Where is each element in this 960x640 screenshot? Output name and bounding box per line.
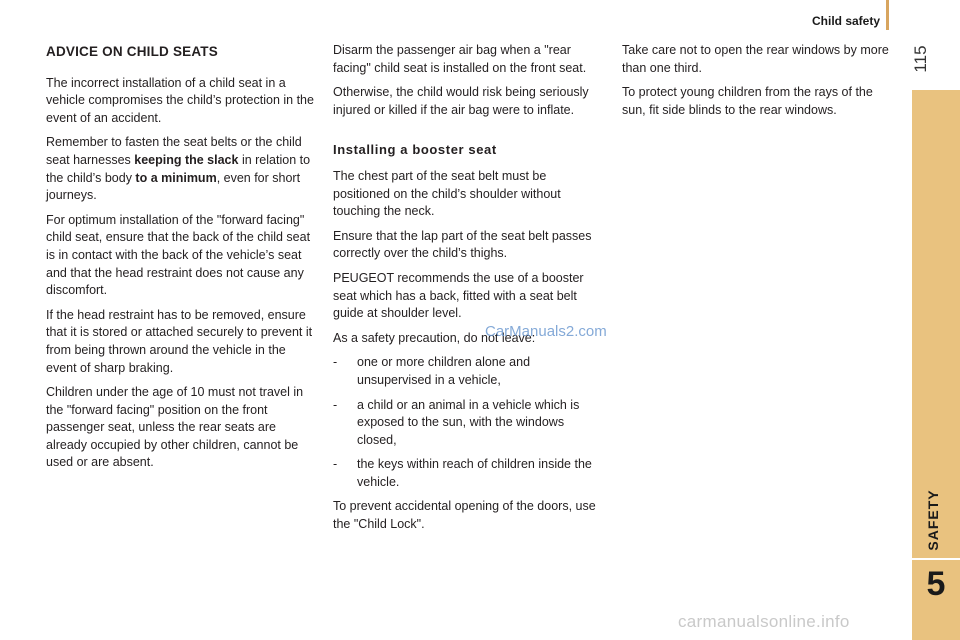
list-item [333, 354, 605, 389]
list-item-text: one or more children alone and unsupervised in a vehicle, [357, 355, 531, 387]
running-header-title: Child safety [811, 14, 880, 28]
list-dash: - [333, 397, 338, 412]
watermark-carmanualsonline: carmanualsonline.info [678, 612, 850, 631]
list-item [333, 456, 605, 491]
page-number: 115 [911, 45, 930, 73]
paragraph-forward-facing: For optimum installation of the "forward facing" child seat, ensure that the back of the child seat is in contact with the back of the vehicle’s seat and that the head restraint does not cause any discomfort. [46, 212, 311, 298]
paragraph-lap-belt: Ensure that the lap part of the seat belt passes correctly over the child’s thighs. [333, 228, 592, 261]
paragraph-children-under-10: Children under the age of 10 must not travel in the "forward facing" position on the front passenger seat, unless the rear seats are already occupied by other children, cannot be used or are absent. [46, 385, 304, 470]
chapter-tab-label: SAFETY [925, 489, 941, 551]
list-dash: - [333, 457, 338, 472]
list-dash: - [333, 355, 338, 370]
text-run: in relation to the child’s body [46, 152, 311, 185]
text-column-3 [622, 42, 892, 126]
paragraph-chest-belt: The chest part of the seat belt must be positioned on the child’s shoulder without touching the neck. [333, 168, 561, 219]
paragraph-rear-windows: Take care not to open the rear windows by more than one third. [622, 43, 889, 75]
paragraph-seat-belts [46, 134, 318, 204]
paragraph-side-blinds: To protect young children from the rays of the sun, fit side blinds to the rear windows. [622, 85, 873, 117]
text-column-1 [46, 42, 318, 479]
list-item-text: the keys within reach of children inside the vehicle. [357, 457, 592, 489]
text-column-2 [333, 42, 605, 541]
text-run: , even for short journeys. [46, 170, 301, 203]
emphasis-minimum: to a minimum [135, 170, 217, 185]
list-item [333, 397, 605, 450]
paragraph-incorrect-installation: The incorrect installation of a child seat in a vehicle compromises the child’s protection in the event of an accident. [46, 75, 314, 125]
paragraph-safety-precaution: As a safety precaution, do not leave: [333, 330, 536, 345]
emphasis-keeping-slack: keeping the slack [134, 152, 239, 167]
paragraph-airbag-risk: Otherwise, the child would risk being seriously injured or killed if the air bag were to inflate. [333, 85, 589, 117]
paragraph-child-lock: To prevent accidental opening of the doors, use the "Child Lock". [333, 499, 596, 532]
list-item-text: a child or an animal in a vehicle which is exposed to the sun, with the windows closed, [357, 397, 580, 447]
section-heading: ADVICE ON CHILD SEATS [46, 44, 218, 59]
text-run: Remember to fasten the seat belts or the child seat harnesses [46, 135, 302, 167]
chapter-tab-divider [912, 558, 960, 560]
subheading-booster-seat: Installing a booster seat [333, 142, 497, 158]
header-rule [886, 0, 889, 30]
paragraph-head-restraint: If the head restraint has to be removed, ensure that it is stored or attached securely to prevent it from being thrown around the vehicle in the event of sharp braking. [46, 307, 313, 375]
watermark-carmanuals2: CarManuals2.com [485, 323, 607, 340]
paragraph-disarm-airbag: Disarm the passenger air bag when a "rear facing" child seat is installed on the front seat. [333, 43, 587, 75]
chapter-number: 5 [926, 565, 946, 603]
paragraph-peugeot-recommends: PEUGEOT recommends the use of a booster seat which has a back, fitted with a seat belt guide at shoulder level. [333, 270, 584, 321]
